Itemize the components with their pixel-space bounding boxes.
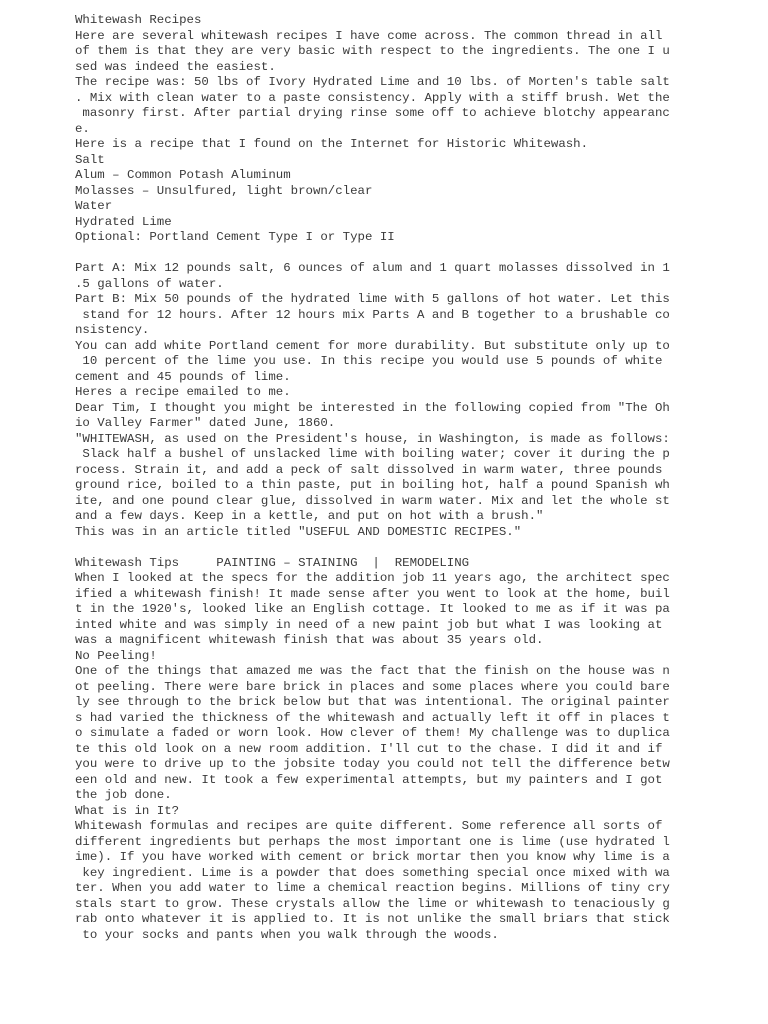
text-line: different ingredients but perhaps the most important one is lime (use hydrated l bbox=[75, 834, 670, 849]
text-line: sed was indeed the easiest. bbox=[75, 59, 276, 74]
text-line: One of the things that amazed me was the fact that the finish on the house was n bbox=[75, 664, 670, 678]
text-line: te this old look on a new room addition. I'll cut to the chase. I did it and if bbox=[75, 741, 663, 756]
text-line: was a magnificent whitewash finish that was about 35 years old. bbox=[75, 633, 544, 647]
text-line: ot peeling. There were bare brick in places and some places where you could bare bbox=[75, 679, 670, 694]
text-line: ime). If you have worked with cement or brick mortar then you know why lime is a bbox=[75, 850, 670, 864]
text-line: Molasses – Unsulfured, light brown/clear bbox=[75, 183, 373, 198]
text-line: . Mix with clean water to a paste consistency. Apply with a stiff brush. Wet the bbox=[75, 90, 670, 105]
text-line: and a few days. Keep in a kettle, and put on hot with a brush." bbox=[75, 509, 544, 523]
text-line: You can add white Portland cement for more durability. But substitute only up to bbox=[75, 338, 670, 353]
text-line: Part B: Mix 50 pounds of the hydrated lime with 5 gallons of hot water. Let this bbox=[75, 292, 670, 306]
text-line: stand for 12 hours. After 12 hours mix Parts A and B together to a brushable co bbox=[75, 307, 670, 322]
text-line: inted white and was simply in need of a new paint job but what I was looking at bbox=[75, 617, 663, 632]
text-line: .5 gallons of water. bbox=[75, 276, 224, 291]
text-line: "WHITEWASH, as used on the President's house, in Washington, is made as follows: bbox=[75, 431, 670, 446]
text-line: Here are several whitewash recipes I have come across. The common thread in all bbox=[75, 28, 663, 43]
text-line: o simulate a faded or worn look. How clever of them! My challenge was to duplica bbox=[75, 726, 670, 740]
text-line: This was in an article titled "USEFUL AND DOMESTIC RECIPES." bbox=[75, 524, 522, 539]
text-line: 10 percent of the lime you use. In this recipe you would use 5 pounds of white bbox=[75, 354, 663, 368]
text-line: No Peeling! bbox=[75, 648, 157, 663]
text-line: Whitewash formulas and recipes are quite different. Some reference all sorts of bbox=[75, 819, 663, 833]
text-line: rab onto whatever it is applied to. It is not unlike the small briars that stick bbox=[75, 912, 670, 926]
text-line: Part A: Mix 12 pounds salt, 6 ounces of alum and 1 quart molasses dissolved in 1 bbox=[75, 261, 670, 275]
text-line: ly see through to the brick below but that was intentional. The original painter bbox=[75, 695, 670, 709]
document-body bbox=[75, 13, 755, 943]
text-line: ground rice, boiled to a thin paste, put in boiling hot, half a pound Spanish wh bbox=[75, 478, 670, 492]
text-line: ter. When you add water to lime a chemical reaction begins. Millions of tiny cry bbox=[75, 881, 670, 895]
text-line: you were to drive up to the jobsite today you could not tell the difference betw bbox=[75, 757, 670, 771]
text-line: Whitewash Tips PAINTING – STAINING | REMODELING bbox=[75, 555, 470, 570]
text-line: rocess. Strain it, and add a peck of salt dissolved in warm water, three pounds bbox=[75, 462, 663, 477]
text-line: e. bbox=[75, 121, 90, 136]
text-line: s had varied the thickness of the whitewash and actually left it off in places t bbox=[75, 710, 670, 725]
text-line: cement and 45 pounds of lime. bbox=[75, 369, 291, 384]
document-title: Whitewash Recipes bbox=[75, 13, 202, 27]
text-line: of them is that they are very basic with respect to the ingredients. The one I u bbox=[75, 44, 670, 58]
text-line: Heres a recipe emailed to me. bbox=[75, 385, 291, 399]
text-line: When I looked at the specs for the addition job 11 years ago, the architect spec bbox=[75, 571, 670, 585]
text-line: Slack half a bushel of unslacked lime with boiling water; cover it during the p bbox=[75, 447, 670, 461]
text-line: key ingredient. Lime is a powder that does something special once mixed with wa bbox=[75, 865, 670, 880]
text-line: the job done. bbox=[75, 788, 172, 802]
text-line: ite, and one pound clear glue, dissolved in warm water. Mix and let the whole st bbox=[75, 493, 670, 508]
blank-line bbox=[75, 246, 755, 262]
text-line: Salt bbox=[75, 152, 105, 167]
blank-line bbox=[75, 540, 755, 556]
text-line: t in the 1920's, looked like an English cottage. It looked to me as if it was pa bbox=[75, 602, 670, 616]
text-line: io Valley Farmer" dated June, 1860. bbox=[75, 416, 336, 430]
text-line: Here is a recipe that I found on the Internet for Historic Whitewash. bbox=[75, 137, 589, 151]
text-line: ified a whitewash finish! It made sense after you went to look at the home, buil bbox=[75, 586, 670, 601]
text-line: masonry first. After partial drying rinse some off to achieve blotchy appearanc bbox=[75, 106, 670, 120]
text-line: Alum – Common Potash Aluminum bbox=[75, 168, 291, 182]
text-line: stals start to grow. These crystals allow the lime or whitewash to tenaciously g bbox=[75, 896, 670, 911]
text-line: The recipe was: 50 lbs of Ivory Hydrated Lime and 10 lbs. of Morten's table salt bbox=[75, 75, 670, 89]
text-line: What is in It? bbox=[75, 803, 180, 818]
text-line: Optional: Portland Cement Type I or Type II bbox=[75, 230, 395, 244]
text-line: to your socks and pants when you walk through the woods. bbox=[75, 927, 499, 942]
text-line: Water bbox=[75, 199, 113, 213]
text-line: een old and new. It took a few experimental attempts, but my painters and I got bbox=[75, 772, 663, 787]
text-line: Dear Tim, I thought you might be interested in the following copied from "The Oh bbox=[75, 400, 670, 415]
text-line: nsistency. bbox=[75, 323, 150, 337]
text-line: Hydrated Lime bbox=[75, 214, 172, 229]
